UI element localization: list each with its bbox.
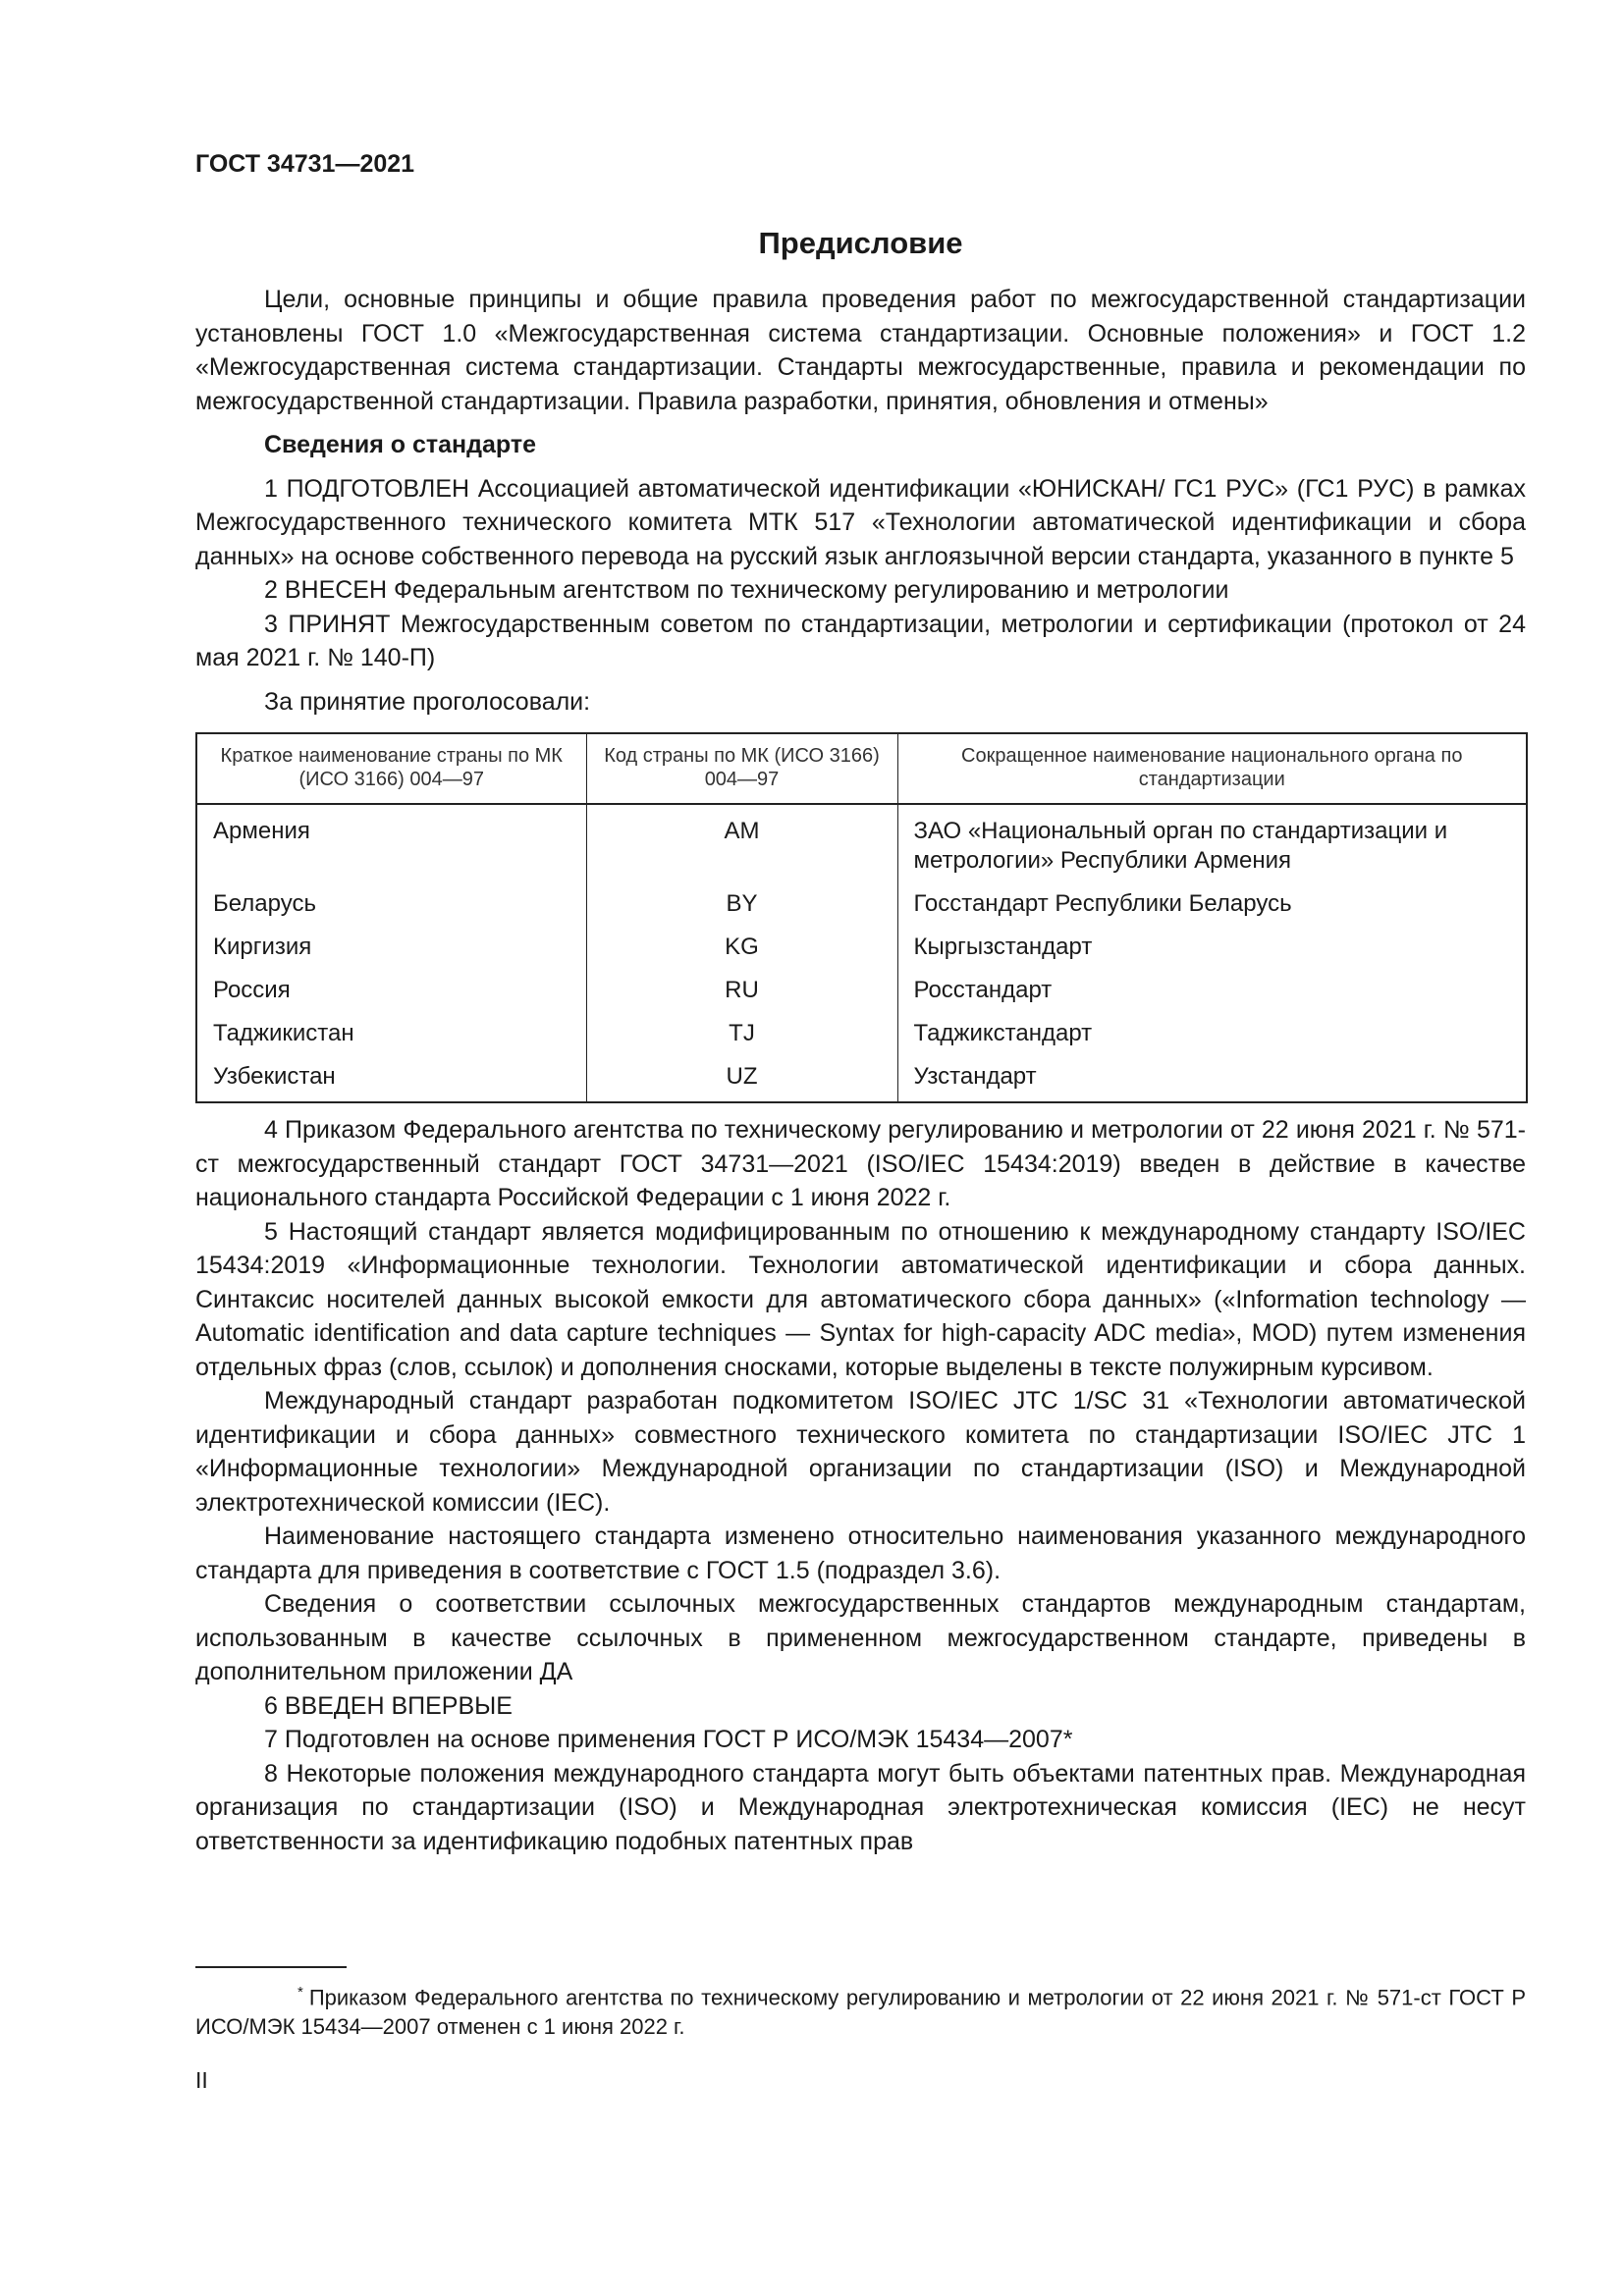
country-name: Беларусь	[196, 882, 586, 926]
item-4-paragraph: 4 Приказом Федерального агентства по техническому регулированию и метрологии от 22 июня 2021 г. № 571-ст межгосударственный стандарт ГОСТ 34731—2021 (ISO/IEC 15434:2019) введен в действие в качестве национального стандарта Российской Федерации с 1 июня 2022 г.	[195, 1116, 1526, 1211]
header-country-name: Краткое наименование страны по МК (ИСО 3166) 004—97	[196, 733, 586, 804]
footnote-divider	[195, 1966, 347, 1968]
table-row	[196, 882, 1527, 926]
standards-body: ЗАО «Национальный орган по стандартизации и метрологии» Республики Армения	[897, 804, 1527, 882]
item-7-paragraph: 7 Подготовлен на основе применения ГОСТ Р ИСО/МЭК 15434—2007*	[264, 1726, 1073, 1753]
country-code: TJ	[586, 1012, 897, 1055]
standards-body: Росстандарт	[897, 969, 1527, 1012]
country-code: UZ	[586, 1055, 897, 1102]
item-5-developer-paragraph: Международный стандарт разработан подкомитетом ISO/IEC JTC 1/SC 31 «Технологии автоматической идентификации и сбора данных» совместного технического комитета по стандартизации ISO/IEC JTC 1 «Информационные технологии» Международной организации по стандартизации (ISO) и Международной электротехнической комиссии (IEC).	[195, 1387, 1526, 1517]
section-heading-standard-info: Сведения о стандарте	[264, 431, 537, 458]
voting-countries-table	[195, 732, 1528, 1103]
item-5-references-paragraph: Сведения о соответствии ссылочных межгосударственных стандартов международным стандартам, использованным в качестве ссылочных в примененном межгосударственном стандарте, приведены в дополнительном приложении ДА	[195, 1590, 1526, 1685]
item-5-paragraph: 5 Настоящий стандарт является модифицированным по отношению к международному стандарту ISO/IEC 15434:2019 «Информационные технологии. Технологии автоматической идентификации и сбора данных. Синтаксис носителей данных высокой емкости для автоматического сбора данных» («Information technology — Automatic identification and data capture techniques — Syntax for high-capacity ADC media», MOD) путем изменения отдельных фраз (слов, ссылок) и дополнения сносками, которые выделены в тексте полужирным курсивом.	[195, 1217, 1526, 1381]
footnote-mark: *	[298, 1984, 303, 2001]
item-3-paragraph: 3 ПРИНЯТ Межгосударственным советом по стандартизации, метрологии и сертификации (протокол от 24 мая 2021 г. № 140-П)	[195, 610, 1526, 671]
intro-paragraph: Цели, основные принципы и общие правила проведения работ по межгосударственной стандартизации установлены ГОСТ 1.0 «Межгосударственная система стандартизации. Основные положения» и ГОСТ 1.2 «Межгосударственная система стандартизации. Стандарты межгосударственные, правила и рекомендации по межгосударственной стандартизации. Правила разработки, принятия, обновления и отмены»	[195, 286, 1526, 415]
footnote-text: Приказом Федерального агентства по техническому регулированию и метрологии от 22 июня 2021 г. № 571-ст ГОСТ Р ИСО/МЭК 15434—2007 отменен с 1 июня 2022 г.	[195, 1985, 1526, 2040]
table-row	[196, 804, 1527, 882]
vote-label: За принятие проголосовали:	[264, 687, 591, 716]
item-6-paragraph: 6 ВВЕДЕН ВПЕРВЫЕ	[264, 1691, 513, 1720]
footnote	[195, 1978, 1526, 2042]
document-code: ГОСТ 34731—2021	[195, 150, 415, 178]
country-code: AM	[586, 804, 897, 882]
country-name: Армения	[196, 804, 586, 882]
item-8-paragraph: 8 Некоторые положения международного стандарта могут быть объектами патентных прав. Международная организация по стандартизации (ISO) и Международная электротехническая комиссия (IEC) не несут ответственности за идентификацию подобных патентных прав	[195, 1759, 1526, 1855]
country-name: Россия	[196, 969, 586, 1012]
country-code: RU	[586, 969, 897, 1012]
country-name: Узбекистан	[196, 1055, 586, 1102]
country-code: BY	[586, 882, 897, 926]
country-name: Таджикистан	[196, 1012, 586, 1055]
standards-body: Узстандарт	[897, 1055, 1527, 1102]
header-country-code: Код страны по МК (ИСО 3166) 004—97	[586, 733, 897, 804]
item-2-paragraph: 2 ВНЕСЕН Федеральным агентством по техническому регулированию и метрологии	[264, 576, 1229, 604]
standards-body: Таджикстандарт	[897, 1012, 1527, 1055]
country-name: Киргизия	[196, 926, 586, 969]
table-header-row	[196, 733, 1527, 804]
table-row	[196, 926, 1527, 969]
standards-body: Госстандарт Республики Беларусь	[897, 882, 1527, 926]
item-1-paragraph: 1 ПОДГОТОВЛЕН Ассоциацией автоматической идентификации «ЮНИСКАН/ ГС1 РУС» (ГС1 РУС) в рамках Межгосударственного технического комитета МТК 517 «Технологии автоматической идентификации и сбора данных» на основе собственного перевода на русский язык англоязычной версии стандарта, указанного в пункте 5	[195, 474, 1526, 570]
standards-body: Кыргызстандарт	[897, 926, 1527, 969]
country-code: KG	[586, 926, 897, 969]
table-row	[196, 969, 1527, 1012]
item-5-title-change-paragraph: Наименование настоящего стандарта изменено относительно наименования указанного международного стандарта для приведения в соответствие с ГОСТ 1.5 (подраздел 3.6).	[195, 1522, 1526, 1584]
page-number: II	[195, 2067, 208, 2093]
table-row	[196, 1055, 1527, 1102]
header-standards-body: Сокращенное наименование национального органа по стандартизации	[897, 733, 1527, 804]
table-row	[196, 1012, 1527, 1055]
page-title: Предисловие	[758, 226, 963, 260]
body-text	[195, 283, 1526, 1858]
